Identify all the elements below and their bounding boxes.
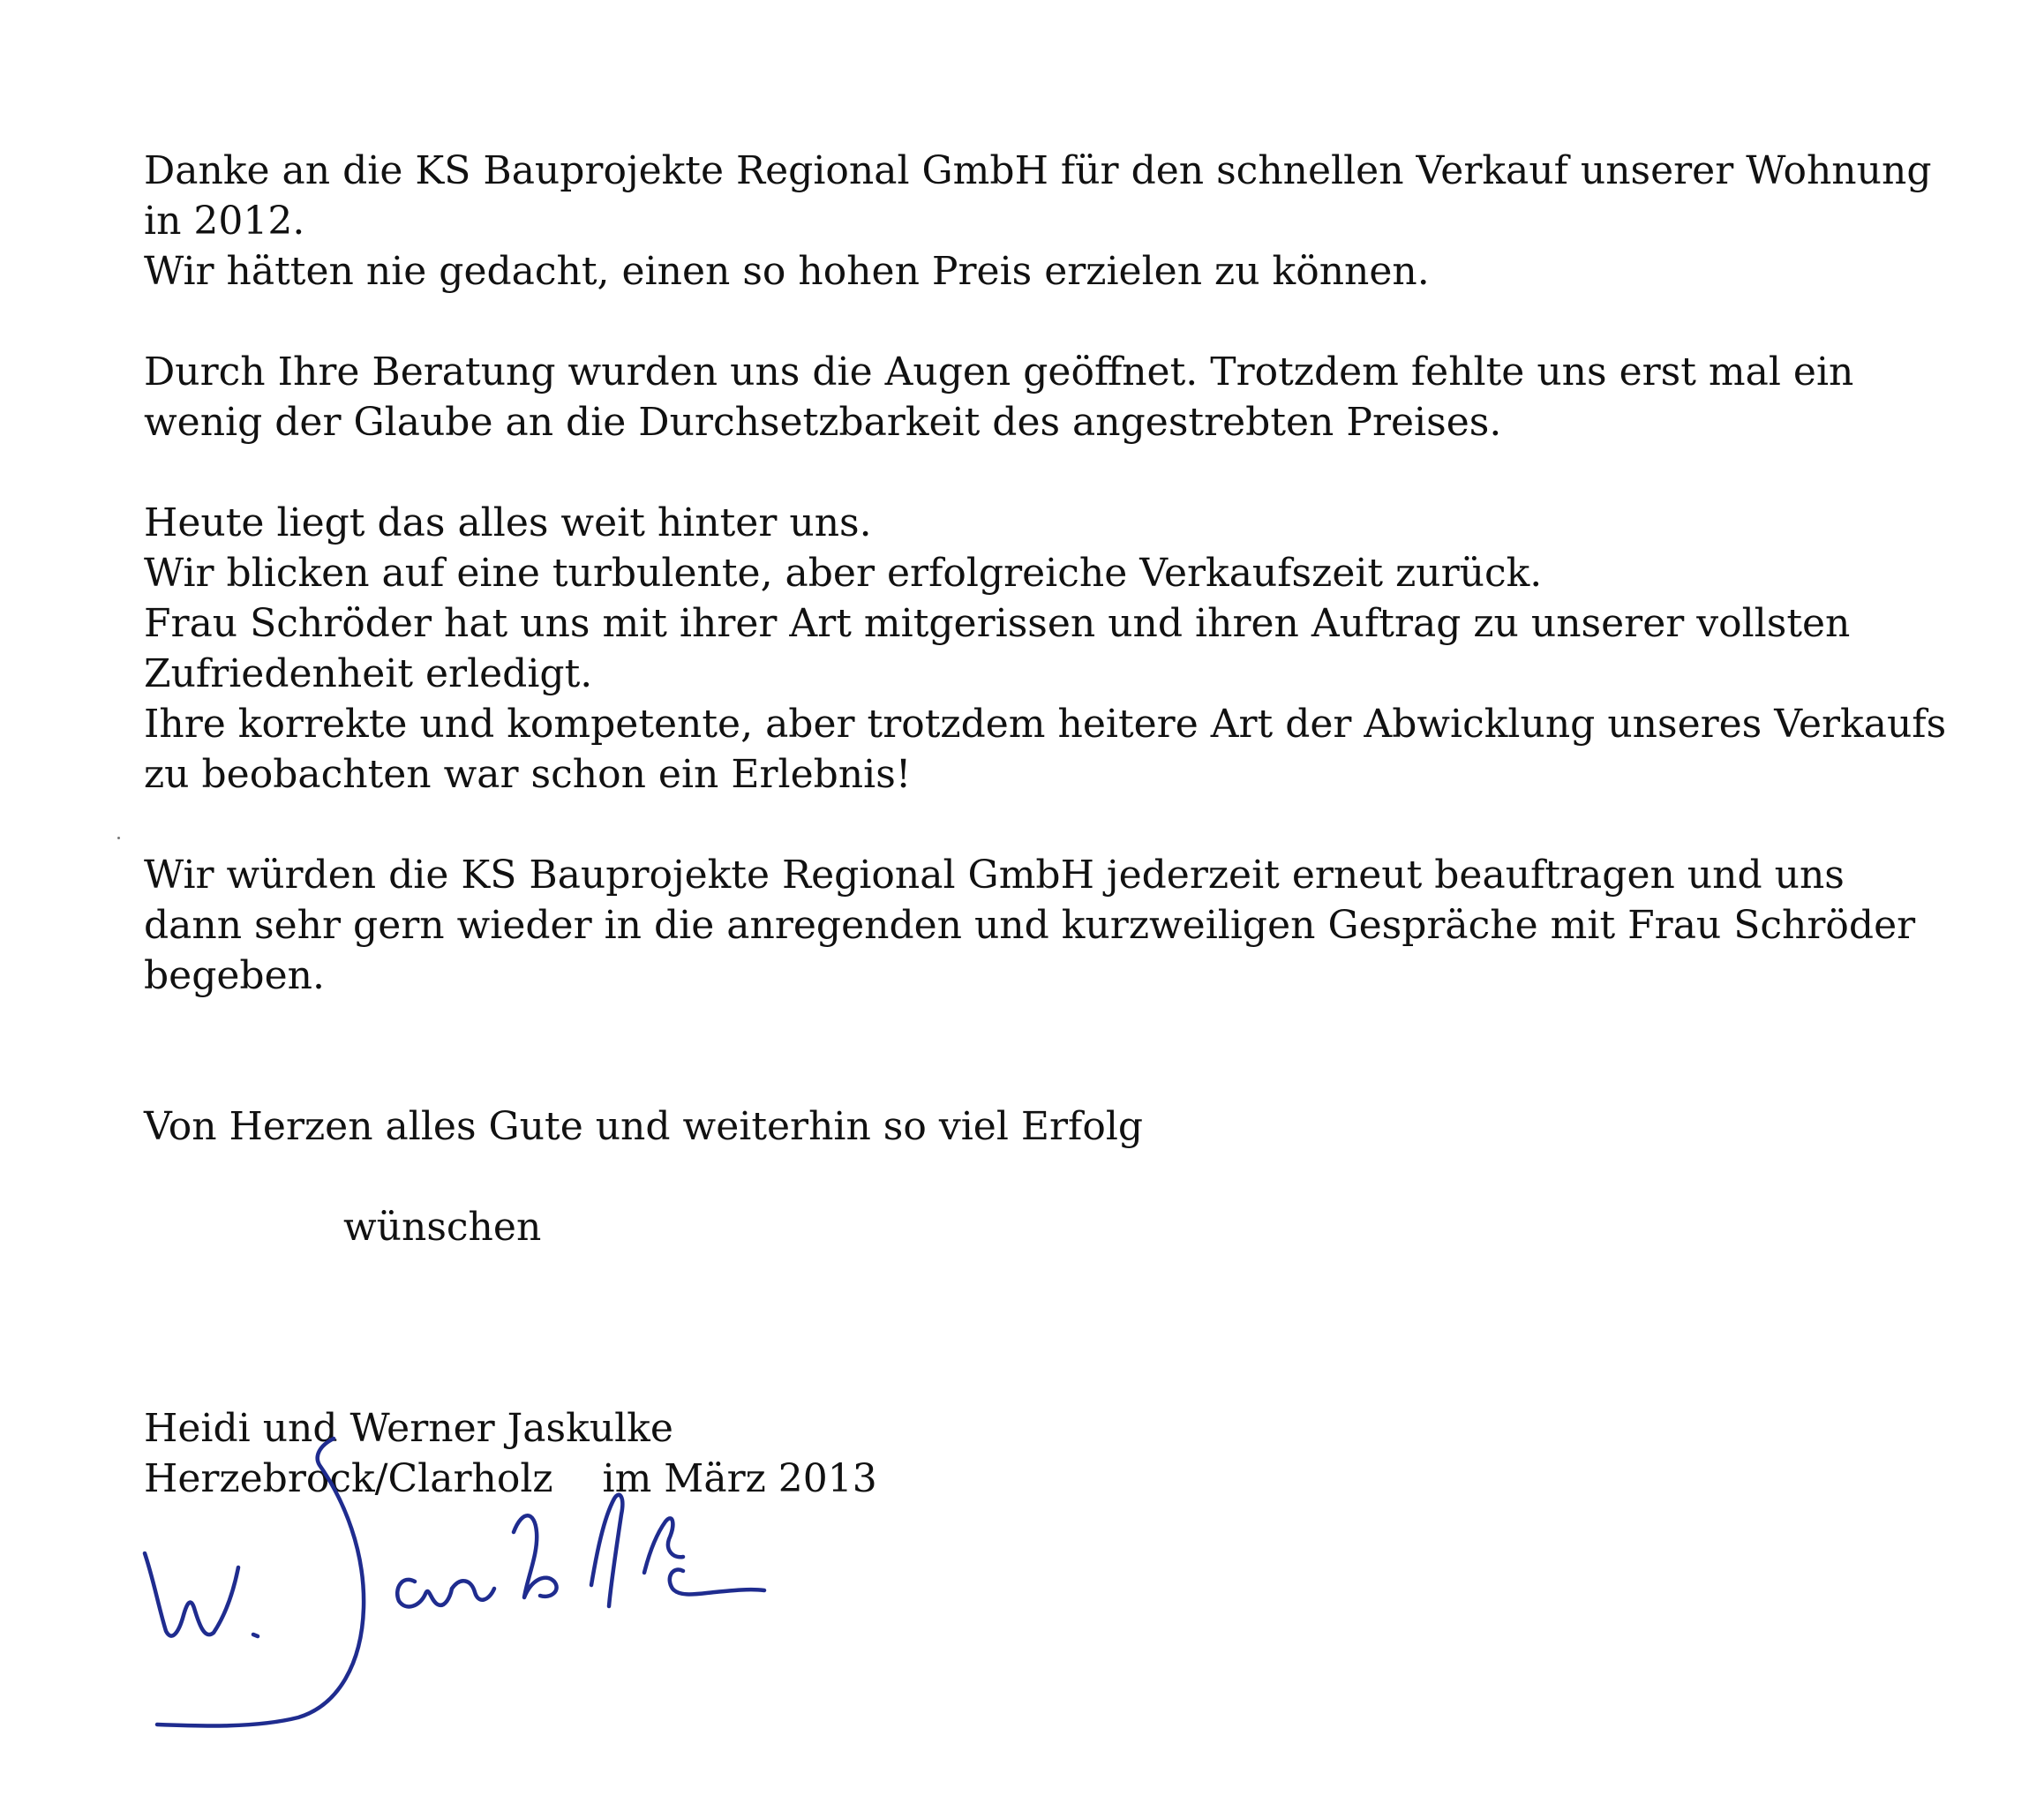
closing-line: Von Herzen alles Gute und weiterhin so viel Erfolg: [144, 1104, 1144, 1149]
paragraph-1-line-1: Danke an die KS Bauprojekte Regional GmbH für den schnellen Verkauf unserer Wohnung: [144, 148, 1932, 193]
letter-body: [144, 146, 1997, 1504]
paragraph-3-line-2: Wir blicken auf eine turbulente, aber erfolgreiche Verkaufszeit zurück.: [144, 551, 1543, 596]
paragraph-1-line-2: in 2012.: [144, 199, 305, 244]
paragraph-2-line-1: Durch Ihre Beratung wurden uns die Augen geöffnet. Trotzdem fehlte uns erst mal ein: [144, 349, 1854, 395]
paragraph-3-line-5: Ihre korrekte und kompetente, aber trotzdem heitere Art der Abwicklung unseres Verkaufs: [144, 702, 1947, 747]
paragraph-3-line-6: zu beobachten war schon ein Erlebnis!: [144, 752, 912, 797]
paragraph-3-line-4: Zufriedenheit erledigt.: [144, 651, 593, 696]
scan-speck: [117, 837, 120, 839]
paragraph-3-line-1: Heute liegt das alles weit hinter uns.: [144, 500, 872, 545]
paragraph-2-line-2: wenig der Glaube an die Durchsetzbarkeit des angestrebten Preises.: [144, 400, 1502, 445]
paragraph-1-line-3: Wir hätten nie gedacht, einen so hohen Preis erzielen zu können.: [144, 249, 1430, 294]
closing-wish: wünschen: [343, 1205, 542, 1250]
paragraph-3-line-3: Frau Schröder hat uns mit ihrer Art mitgerissen und ihren Auftrag zu unserer vollsten: [144, 601, 1851, 646]
sender-place-date: Herzebrock/Clarholz im März 2013: [144, 1456, 877, 1501]
paragraph-4-line-1: Wir würden die KS Bauprojekte Regional GmbH jederzeit erneut beauftragen und uns: [144, 853, 1845, 898]
paragraph-4-line-2: dann sehr gern wieder in die anregenden und kurzweiligen Gespräche mit Frau Schröder: [144, 903, 1916, 948]
paragraph-4-line-3: begeben.: [144, 953, 325, 998]
sender-name: Heidi und Werner Jaskulke: [144, 1406, 673, 1451]
